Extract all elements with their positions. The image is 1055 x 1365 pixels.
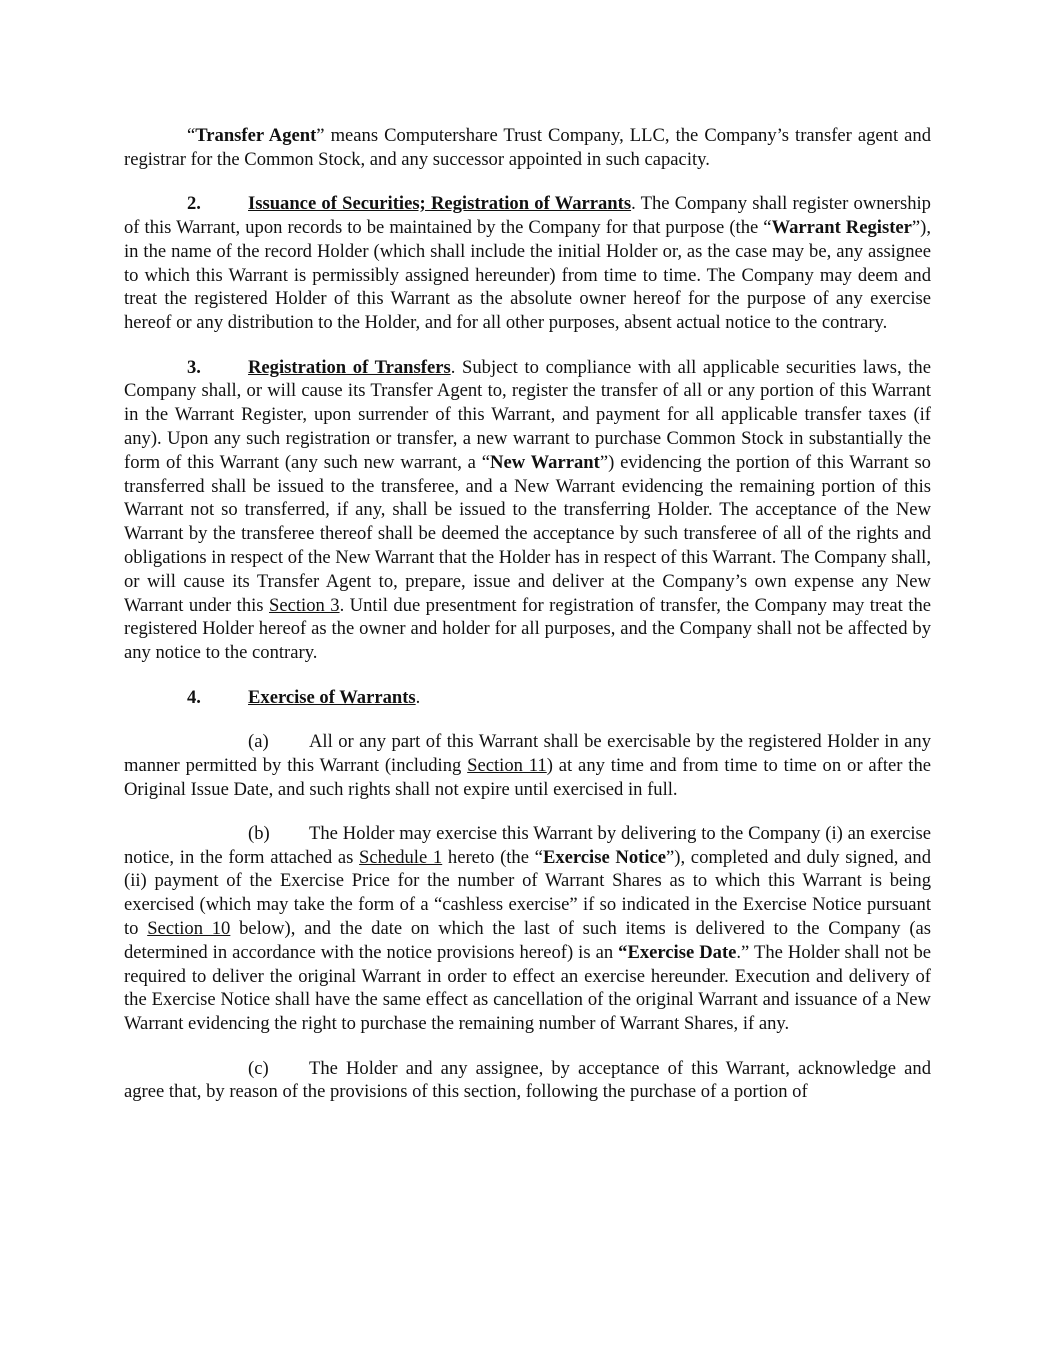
section-heading: Issuance of Securities; Registration of Warrants: [248, 193, 632, 215]
defined-term: New Warrant: [490, 451, 600, 473]
defined-term: Exercise Notice: [542, 846, 667, 868]
section-number: 4.: [187, 686, 201, 708]
section-reference: Section 11: [467, 754, 547, 776]
document-page: [124, 124, 931, 1125]
section-heading: Exercise of Warrants: [248, 686, 416, 708]
section-3: 3. Registration of Transfers. Subject to compliance with all applicable securities laws, the Company shall, or will cause its Transfer Agent to, register the transfer of all or any portion of this Warrant in the Warrant Register, upon surrender of this Warrant, and payment for all applicable transfer taxes (if any). Upon any such registration or transfer, a new warrant to purchase Common Stock in substantially the form of this Warrant (any such new warrant, a “New Warrant”) evidencing the portion of this Warrant so transferred shall be issued to the transferee, and a New Warrant evidencing the remaining portion of this Warrant not so transferred, if any, shall be issued to the transferring Holder. The acceptance of the New Warrant by the transferee thereof shall be deemed the acceptance by such transferee of all of the rights and obligations in respect of the New Warrant that the Holder has in respect of this Warrant. The Company shall, or will cause its Transfer Agent to, prepare, issue and deliver at the Company’s own expense any New Warrant under this Section 3. Until due presentment for registration of transfer, the Company may treat the registered Holder hereof as the owner and holder for all purposes, and the Company shall not be affected by any notice to the contrary.: [124, 356, 932, 664]
subsection-label: (c): [248, 1057, 269, 1079]
defined-term: Transfer Agent: [195, 125, 317, 146]
section-heading: Registration of Transfers: [248, 356, 451, 378]
transfer-agent-definition: “Transfer Agent” means Computershare Trust Company, LLC, the Company’s transfer agent and registrar for the Common Stock, and any successor appointed in such capacity.: [124, 125, 931, 170]
section-number: 3.: [187, 356, 201, 378]
section-reference: Section 3: [269, 594, 340, 616]
section-4-heading: 4. Exercise of Warrants.: [187, 686, 421, 708]
section-number: 2.: [187, 193, 201, 215]
section-2: 2. Issuance of Securities; Registration of Warrants. The Company shall register ownership of this Warrant, upon records to be maintained by the Company for that purpose (the “Warrant Register”), in the name of the record Holder (which shall include the initial Holder or, as the case may be, any assignee to which this Warrant is permissibly assigned hereunder) from time to time. The Company may deem and treat the registered Holder of this Warrant as the absolute owner hereof for the purpose of any exercise hereof or any distribution to the Holder, and for all other purposes, absent actual notice to the contrary.: [124, 193, 931, 334]
defined-term: “Exercise Date: [618, 941, 737, 963]
section-4b: (b) The Holder may exercise this Warrant by delivering to the Company (i) an exercise notice, in the form attached as Schedule 1 hereto (the “Exercise Notice”), completed and duly signed, and (ii) payment of the Exercise Price for the number of Warrant Shares as to which this Warrant is being exercised (which may take the form of a “cashless exercise” if so indicated in the Exercise Notice pursuant to Section 10 below), and the date on which the last of such items is delivered to the Company (as determined in accordance with the notice provisions hereof) is an “Exercise Date.” The Holder shall not be required to deliver the original Warrant in order to effect an exercise hereunder. Execution and delivery of the Exercise Notice shall have the same effect as cancellation of the original Warrant and issuance of a New Warrant evidencing the right to purchase the remaining number of Warrant Shares, if any.: [124, 822, 932, 1035]
subsection-label: (a): [248, 730, 269, 752]
section-reference: Section 10: [147, 918, 231, 940]
section-4a: (a) All or any part of this Warrant shall be exercisable by the registered Holder in any manner permitted by this Warrant (including Section 11) at any time and from time to time on or after the Original Issue Date, and such rights shall not expire until exercised in full.: [124, 730, 932, 800]
defined-term: Warrant Register: [771, 216, 912, 238]
section-4c: (c) The Holder and any assignee, by acceptance of this Warrant, acknowledge and agree that, by reason of the provisions of this section, following the purchase of a portion of: [124, 1057, 931, 1103]
schedule-reference: Schedule 1: [359, 846, 443, 868]
subsection-label: (b): [248, 822, 270, 844]
